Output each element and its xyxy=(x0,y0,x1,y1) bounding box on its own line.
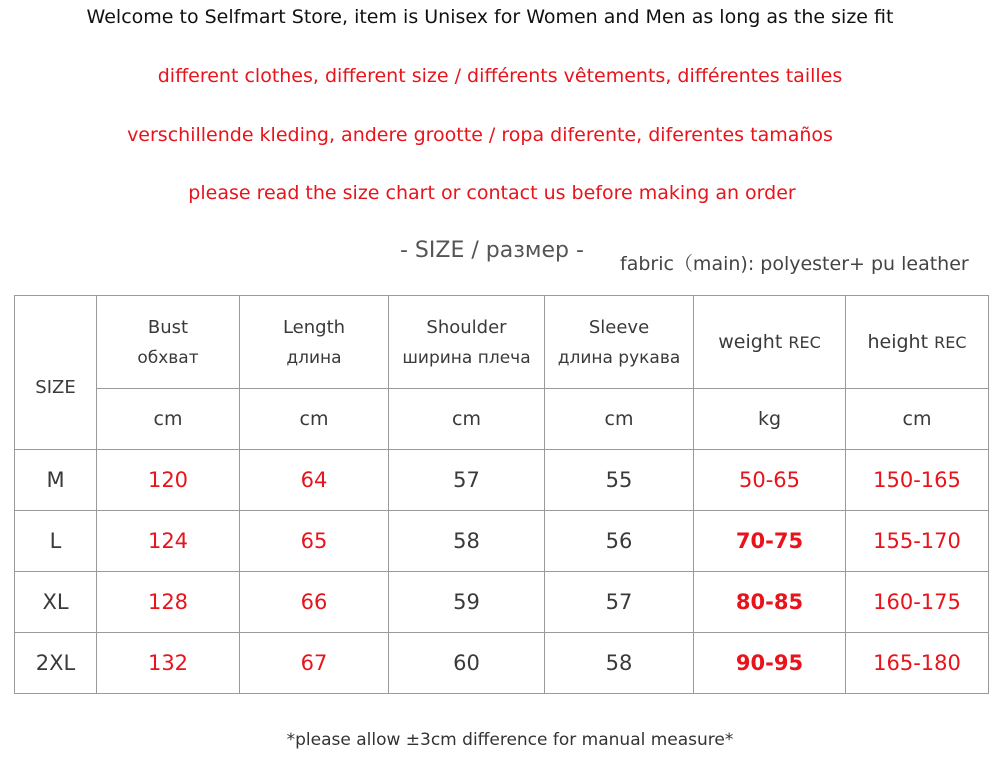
notice-line-1: different clothes, different size / différents vêtements, différentes tailles xyxy=(157,65,843,87)
notice-line-3: please read the size chart or contact us before making an order xyxy=(188,182,796,204)
length-cell: 66 xyxy=(240,572,389,633)
table-header-row xyxy=(15,296,989,389)
size-column-header: SIZE xyxy=(15,296,97,450)
shoulder-column-header xyxy=(389,296,545,389)
weight-cell: 70-75 xyxy=(694,511,846,572)
height-header-label: height xyxy=(867,331,929,353)
sleeve-cell: 56 xyxy=(545,511,694,572)
table-unit-row xyxy=(15,389,989,450)
length-cell: 65 xyxy=(240,511,389,572)
sleeve-header-en: Sleeve xyxy=(588,316,650,338)
welcome-text: Welcome to Selfmart Store, item is Unisex for Women and Men as long as the size fit xyxy=(86,6,894,28)
size-cell: 2XL xyxy=(15,633,97,694)
bust-unit: cm xyxy=(97,389,240,450)
height-column-header xyxy=(846,296,989,389)
length-header-ru: длина xyxy=(286,347,342,368)
bust-cell: 120 xyxy=(97,450,240,511)
length-column-header xyxy=(240,296,389,389)
bust-cell: 124 xyxy=(97,511,240,572)
sleeve-header-ru: длина рукава xyxy=(557,347,681,368)
weight-cell: 50-65 xyxy=(694,450,846,511)
bust-header-en: Bust xyxy=(147,316,189,338)
height-cell: 160-175 xyxy=(846,572,989,633)
shoulder-cell: 58 xyxy=(389,511,545,572)
table-row xyxy=(15,511,989,572)
sleeve-unit: cm xyxy=(545,389,694,450)
weight-cell: 90-95 xyxy=(694,633,846,694)
height-cell: 155-170 xyxy=(846,511,989,572)
length-unit: cm xyxy=(240,389,389,450)
shoulder-header-ru: ширина плеча xyxy=(402,347,531,368)
sleeve-cell: 55 xyxy=(545,450,694,511)
size-cell: XL xyxy=(15,572,97,633)
weight-unit: kg xyxy=(694,389,846,450)
shoulder-header-en: Shoulder xyxy=(426,316,507,338)
sleeve-cell: 57 xyxy=(545,572,694,633)
sleeve-column-header xyxy=(545,296,694,389)
size-cell: L xyxy=(15,511,97,572)
bust-header-ru: обхват xyxy=(137,347,199,368)
shoulder-cell: 59 xyxy=(389,572,545,633)
weight-column-header xyxy=(694,296,846,389)
weight-rec-label: REC xyxy=(788,333,821,352)
height-cell: 165-180 xyxy=(846,633,989,694)
shoulder-cell: 57 xyxy=(389,450,545,511)
table-row xyxy=(15,450,989,511)
size-chart-title: - SIZE / размер - xyxy=(400,238,584,263)
bust-column-header xyxy=(97,296,240,389)
notice-line-2: verschillende kleding, andere grootte / ropa diferente, diferentes tamaños xyxy=(127,124,833,146)
height-cell: 150-165 xyxy=(846,450,989,511)
table-row xyxy=(15,572,989,633)
length-cell: 67 xyxy=(240,633,389,694)
table-row xyxy=(15,633,989,694)
height-unit: cm xyxy=(846,389,989,450)
shoulder-unit: cm xyxy=(389,389,545,450)
length-header-en: Length xyxy=(282,316,346,338)
bust-cell: 132 xyxy=(97,633,240,694)
bust-cell: 128 xyxy=(97,572,240,633)
fabric-info: fabric（main): polyester+ pu leather xyxy=(620,253,969,275)
measurement-note: *please allow ±3cm difference for manual measure* xyxy=(286,730,734,750)
weight-cell: 80-85 xyxy=(694,572,846,633)
length-cell: 64 xyxy=(240,450,389,511)
sleeve-cell: 58 xyxy=(545,633,694,694)
height-rec-label: REC xyxy=(934,333,967,352)
size-chart-table xyxy=(14,295,989,694)
size-cell: M xyxy=(15,450,97,511)
shoulder-cell: 60 xyxy=(389,633,545,694)
weight-header-label: weight xyxy=(718,331,783,353)
